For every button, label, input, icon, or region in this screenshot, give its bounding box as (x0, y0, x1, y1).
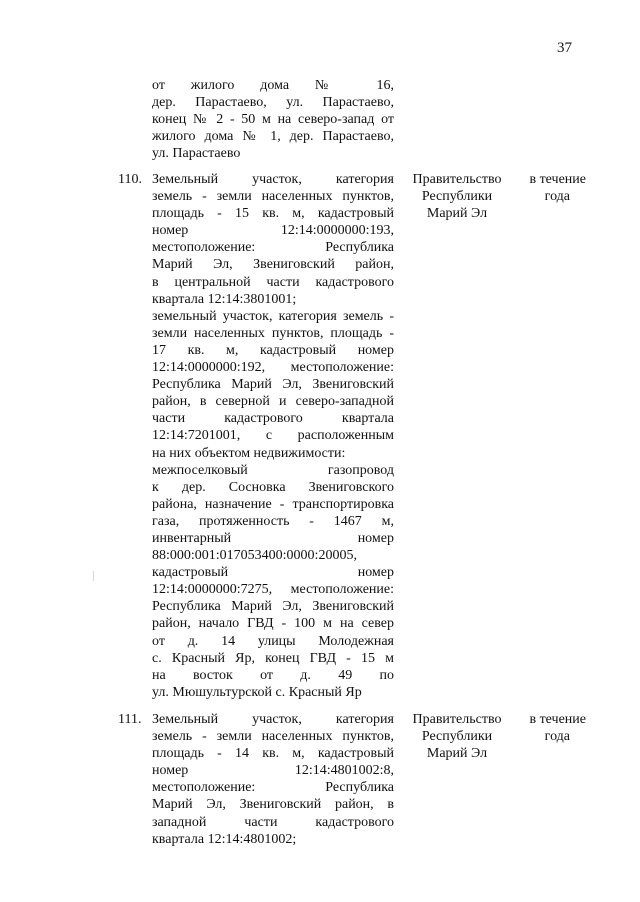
text-line: 12:14:7201001, с расположенным (152, 428, 394, 444)
text-line: район, начало ГВД - 100 м на север (152, 616, 394, 632)
text-line: района, назначение - транспортировка (152, 496, 394, 512)
text-line: на восток от д. 49 по (152, 667, 394, 683)
continuation-text (152, 77, 394, 162)
text-line: Республика Марий Эл, Звениговский (152, 599, 394, 615)
text-line: к дер. Сосновка Звениговского (152, 479, 394, 495)
entry-term (514, 711, 586, 745)
text-line: в течение (529, 172, 586, 187)
text-line: земли населенных пунктов, площадь - (152, 325, 394, 341)
text-line: в центральной части кадастрового (152, 274, 394, 290)
page-number: 37 (557, 40, 572, 56)
text-line: газа, протяженность - 1467 м, (152, 513, 394, 529)
text-line: квартала 12:14:4801002; (152, 831, 297, 847)
text-line: на них объектом недвижимости: (152, 445, 346, 461)
text-line: инвентарный номер (152, 530, 394, 546)
text-line: площадь - 14 кв. м, кадастровый (152, 746, 394, 762)
entry-responsible (406, 711, 508, 762)
text-line: 12:14:0000000:192, местоположение: (152, 360, 394, 376)
text-line: Правительство (412, 712, 502, 727)
text-line: 12:14:0000000:7275, местоположение: (152, 582, 394, 598)
text-line: от д. 14 улицы Молодежная (152, 633, 394, 649)
entry-term (514, 171, 586, 205)
text-line: Правительство (412, 172, 502, 187)
text-line: ул. Парастаево (152, 146, 241, 162)
text-line: кадастровый номер (152, 565, 394, 581)
text-line: части кадастрового квартала (152, 411, 394, 427)
text-line: западной части кадастрового (152, 814, 394, 830)
text-line: конец № 2 - 50 м на северо-запад от (152, 112, 394, 128)
text-line: Земельный участок, категория (152, 712, 394, 727)
text-line: Республики (421, 729, 493, 745)
text-line: Земельный участок, категория (152, 172, 394, 187)
text-line: Марий Эл (426, 206, 488, 222)
text-line: года (544, 189, 570, 205)
text-line: дер. Парастаево, ул. Парастаево, (152, 95, 394, 111)
text-line: земельный участок, категория земель - (152, 308, 394, 324)
text-line: года (544, 729, 570, 745)
text-line: квартала 12:14:3801001; (152, 291, 297, 307)
text-line: Марий Эл, Звениговский район, (152, 257, 394, 273)
text-line: с. Красный Яр, конец ГВД - 15 м (152, 650, 394, 666)
text-line: местоположение: Республика (152, 780, 394, 796)
text-line: от жилого дома № 16, (152, 78, 394, 93)
text-line: 17 кв. м, кадастровый номер (152, 342, 394, 358)
text-line: 88:000:001:017053400:0000:20005, (152, 548, 357, 564)
text-line: номер 12:14:4801002:8, (152, 763, 394, 779)
text-line: в течение (529, 712, 586, 727)
entry-number: 111. (118, 712, 142, 727)
text-line: район, в северной и северо-западной (152, 394, 394, 410)
entry-number: 110. (118, 172, 142, 187)
text-line: земель - земли населенных пунктов, (152, 189, 394, 205)
text-line: местоположение: Республика (152, 240, 394, 256)
text-line: номер 12:14:0000000:193, (152, 223, 394, 239)
text-line: Марий Эл (426, 746, 488, 762)
scan-margin-mark (93, 571, 94, 581)
text-line: жилого дома № 1, дер. Парастаево, (152, 129, 394, 145)
text-line: площадь - 15 кв. м, кадастровый (152, 206, 394, 222)
entry-description (152, 171, 394, 701)
text-line: ул. Мюшультурской с. Красный Яр (152, 684, 362, 700)
text-line: Республики (421, 189, 493, 205)
entry-description (152, 711, 394, 848)
text-line: межпоселковый газопровод (152, 462, 394, 478)
text-line: Республика Марий Эл, Звениговский (152, 377, 394, 393)
entry-responsible (406, 171, 508, 222)
text-line: земель - земли населенных пунктов, (152, 729, 394, 745)
text-line: Марий Эл, Звениговский район, в (152, 797, 394, 813)
